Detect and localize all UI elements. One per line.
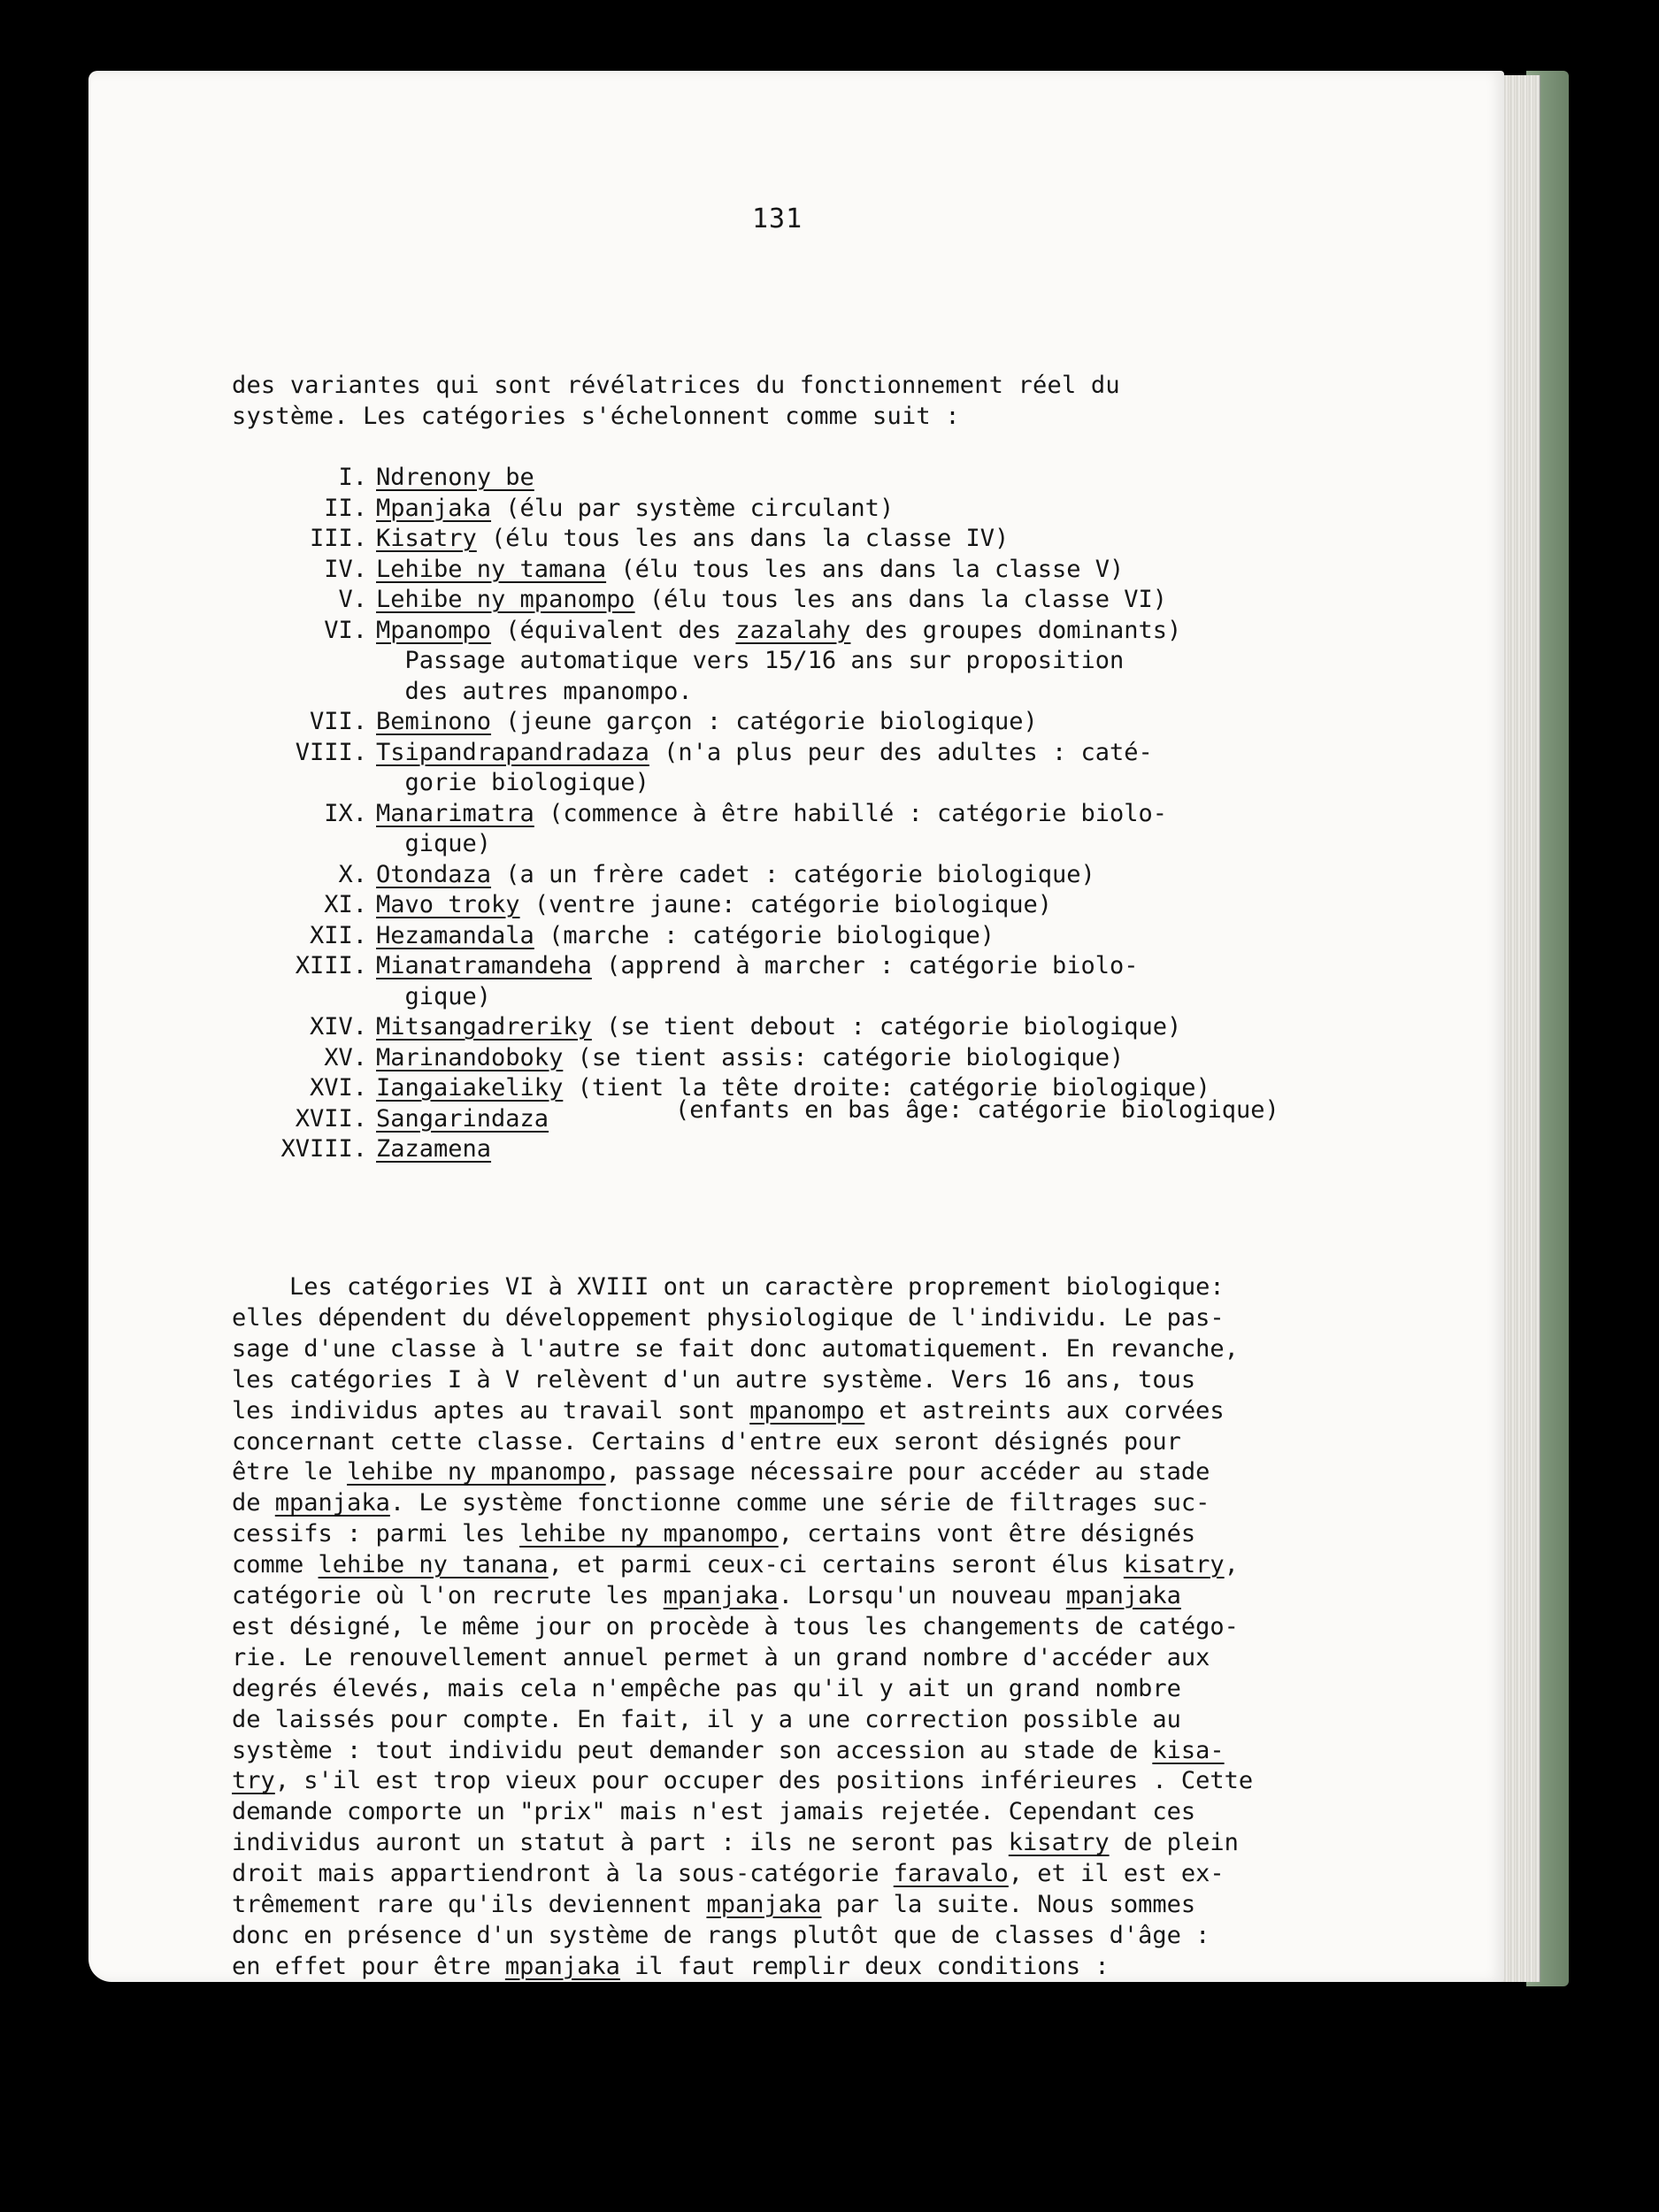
category-entry: [376, 493, 894, 524]
category-entry: [376, 584, 1167, 615]
category-numeral: I.: [338, 464, 367, 491]
paragraph-text: être le: [232, 1458, 348, 1486]
category-numeral: XVII.: [295, 1104, 367, 1133]
category-entry: [376, 828, 491, 859]
category-numeral: VII.: [309, 708, 367, 735]
category-entry: [376, 1042, 1124, 1073]
paragraph-line: [232, 1889, 1195, 1920]
paragraph-text: catégorie où l'on recrute les: [232, 1582, 664, 1609]
category-name: Mpanompo: [376, 616, 492, 644]
paragraph-text: concernant cette classe. Certains d'entre eux seront désignés pour: [232, 1427, 1181, 1455]
category-name: Mianatramandeha: [376, 952, 592, 979]
underlined-term: mpanjaka: [663, 1582, 779, 1609]
paragraph-text: en effet pour être: [232, 1952, 505, 1980]
underlined-term: try: [232, 1767, 275, 1795]
paragraph-line: [232, 1426, 1181, 1457]
paragraph-text: . Lorsqu'un nouveau: [778, 1582, 1066, 1609]
category-entry: [376, 798, 1167, 829]
category-description: (apprend à marcher : catégorie biolo-: [591, 952, 1139, 979]
grouped-category-description: (enfants en bas âge: catégorie biologique): [675, 1096, 1279, 1124]
category-description: gique): [376, 830, 492, 857]
paragraph-text: . Le système fonctionne comme une série de filtrages suc-: [389, 1489, 1210, 1517]
category-entry: [376, 981, 491, 1012]
underlined-term: lehibe ny mpanompo: [347, 1458, 606, 1486]
paragraph-text: Les catégories VI à XVIII ont un caractère proprement biologique:: [232, 1273, 1225, 1301]
paragraph-text: il faut remplir deux conditions :: [619, 1952, 1110, 1980]
category-name: Iangaiakeliky: [376, 1074, 564, 1102]
paragraph-line: [232, 1673, 1181, 1704]
category-name: Lehibe ny tamana: [376, 555, 607, 583]
category-numeral: XIV.: [309, 1013, 367, 1041]
category-description: (marche : catégorie biologique): [534, 921, 995, 949]
category-description: (commence à être habillé : catégorie biolo-: [534, 799, 1168, 827]
paragraph-text: par la suite. Nous sommes: [821, 1891, 1196, 1918]
category-description: (élu tous les ans dans la classe VI): [634, 586, 1168, 613]
underlined-term: mpanjaka: [274, 1489, 390, 1517]
category-entry: [376, 950, 1139, 981]
paragraph-line: [232, 1796, 1195, 1827]
category-name: Sangarindaza: [376, 1104, 549, 1133]
category-entry: [376, 615, 1181, 646]
paragraph-text: de: [232, 1489, 275, 1517]
category-name: Mavo troky: [376, 891, 520, 918]
underlined-term: faravalo: [893, 1860, 1009, 1888]
category-description: (se tient debout : catégorie biologique): [591, 1013, 1182, 1041]
paragraph-line: [232, 1735, 1225, 1766]
paragraph-text: de laissés pour compte. En fait, il y a une correction possible au: [232, 1705, 1181, 1733]
category-numeral: III.: [309, 525, 367, 552]
category-entry: [376, 889, 1052, 920]
category-description: des groupes dominants): [850, 616, 1182, 644]
paragraph-text: et astreints aux corvées: [864, 1396, 1225, 1425]
paragraph-line: [232, 1642, 1210, 1673]
page-number: 131: [752, 204, 803, 234]
category-numeral: V.: [338, 586, 367, 613]
category-entry: [376, 767, 649, 798]
category-entry: [376, 1011, 1181, 1042]
category-name: Kisatry: [376, 525, 477, 552]
underlined-term: mpanjaka: [1065, 1582, 1181, 1609]
category-numeral: XV.: [324, 1043, 367, 1071]
underlined-term: kisatry: [1008, 1829, 1110, 1857]
category-description: gique): [376, 982, 492, 1010]
intro-line: des variantes qui sont révélatrices du fonctionnement réel du: [232, 372, 1120, 399]
paragraph-text: elles dépendent du développement physiologique de l'individu. Le pas-: [232, 1303, 1225, 1332]
category-numeral: IV.: [324, 555, 367, 583]
category-name: Ndrenony be: [376, 464, 534, 491]
paragraph-text: de plein: [1109, 1829, 1239, 1857]
category-numeral: X.: [338, 860, 367, 888]
category-description: (a un frère cadet : catégorie biologique): [491, 860, 1095, 888]
paragraph-text: rie. Le renouvellement annuel permet à un grand nombre d'accéder aux: [232, 1643, 1210, 1671]
paragraph-text: trêmement rare qu'ils deviennent: [232, 1891, 707, 1918]
paragraph-line: [232, 1580, 1181, 1611]
category-numeral: XVIII.: [280, 1135, 367, 1163]
paragraph-line: [232, 1271, 1225, 1302]
paragraph-line: [232, 1765, 1253, 1796]
category-description: (élu par système circulant): [491, 494, 895, 522]
underlined-term: mpanompo: [749, 1396, 865, 1425]
paragraph-line: [232, 1951, 1110, 1982]
category-term: zazalahy: [735, 616, 851, 644]
category-description: (ventre jaune: catégorie biologique): [519, 891, 1053, 918]
category-entry: [376, 859, 1095, 890]
category-entry: [376, 1103, 549, 1134]
category-entry: [376, 676, 693, 707]
category-name: Manarimatra: [376, 799, 534, 827]
category-name: Marinandoboky: [376, 1043, 564, 1071]
underlined-term: lehibe ny mpanompo: [519, 1520, 779, 1548]
paragraph-text: degrés élevés, mais cela n'empêche pas qu'il y ait un grand nombre: [232, 1674, 1181, 1702]
paragraph-line: [232, 1611, 1239, 1642]
paragraph-line: [232, 1518, 1195, 1549]
category-numeral: XVI.: [309, 1074, 367, 1102]
paragraph-text: droit mais appartiendront à la sous-catégorie: [232, 1860, 894, 1888]
paragraph-text: demande comporte un "prix" mais n'est jamais rejetée. Cependant ces: [232, 1798, 1196, 1826]
category-name: Hezamandala: [376, 921, 534, 949]
paragraph-line: [232, 1364, 1195, 1395]
category-entry: [376, 645, 1124, 676]
paragraph-line: [232, 1920, 1210, 1951]
paragraph-text: , s'il est trop vieux pour occuper des positions inférieures . Cette: [274, 1767, 1254, 1795]
paragraph-text: , certains vont être désignés: [778, 1520, 1196, 1548]
underlined-term: kisatry: [1123, 1551, 1225, 1579]
category-description: des autres mpanompo.: [376, 677, 693, 705]
paragraph-text: individus auront un statut à part : ils ne seront pas: [232, 1829, 1009, 1857]
paragraph-text: , et parmi ceux-ci certains seront élus: [548, 1551, 1124, 1579]
paragraph-line: [232, 1704, 1181, 1735]
category-description: (tient la tête droite: catégorie biologique): [563, 1074, 1210, 1102]
paragraph-line: [232, 1487, 1210, 1518]
category-numeral: XI.: [324, 891, 367, 918]
paragraph-text: les catégories I à V relèvent d'un autre système. Vers 16 ans, tous: [232, 1365, 1196, 1394]
category-numeral: VI.: [324, 616, 367, 644]
paragraph-line: [232, 1395, 1225, 1426]
paragraph-text: ,: [1224, 1551, 1239, 1579]
category-entry: [376, 706, 1038, 737]
category-description: (équivalent des: [491, 616, 736, 644]
underlined-term: lehibe ny tanana: [318, 1551, 549, 1579]
category-name: Lehibe ny mpanompo: [376, 586, 635, 613]
paragraph-line: [232, 1858, 1225, 1889]
paragraph-line: [232, 1456, 1210, 1487]
category-name: Otondaza: [376, 860, 492, 888]
category-numeral: VIII.: [295, 738, 367, 766]
paragraph-text: comme: [232, 1551, 319, 1579]
category-description: (jeune garçon : catégorie biologique): [491, 708, 1038, 735]
category-entry: [376, 920, 995, 951]
paragraph-text: cessifs : parmi les: [232, 1520, 520, 1548]
category-numeral: II.: [324, 494, 367, 522]
category-description: (n'a plus peur des adultes : caté-: [649, 738, 1153, 766]
paragraph-line: [232, 1549, 1239, 1580]
category-name: Mitsangadreriky: [376, 1013, 592, 1041]
paragraph-line: [232, 1302, 1225, 1333]
paragraph-text: , et il est ex-: [1008, 1860, 1225, 1888]
paragraph-text: système : tout individu peut demander son accession au stade de: [232, 1736, 1153, 1764]
category-description: (élu tous les ans dans la classe IV): [476, 525, 1010, 552]
underlined-term: mpanjaka: [706, 1891, 822, 1918]
category-description: (se tient assis: catégorie biologique): [563, 1043, 1125, 1071]
category-entry: [376, 523, 1009, 554]
category-entry: [376, 554, 1124, 585]
paragraph-text: sage d'une classe à l'autre se fait donc automatiquement. En revanche,: [232, 1334, 1239, 1363]
paragraph-text: , passage nécessaire pour accéder au stade: [605, 1458, 1210, 1486]
intro-line: système. Les catégories s'échelonnent comme suit :: [232, 403, 960, 430]
paragraph-text: est désigné, le même jour on procède à tous les changements de catégo-: [232, 1612, 1239, 1640]
category-entry: [376, 1133, 491, 1164]
category-name: Zazamena: [376, 1135, 492, 1163]
category-name: Mpanjaka: [376, 494, 492, 522]
document-page: [88, 71, 1504, 1982]
underlined-term: kisa-: [1152, 1736, 1225, 1764]
category-name: Beminono: [376, 708, 492, 735]
underlined-term: mpanjaka: [504, 1952, 620, 1980]
category-name: Tsipandrapandradaza: [376, 738, 649, 766]
paragraph-line: [232, 1827, 1239, 1858]
category-entry: [376, 737, 1153, 768]
category-description: Passage automatique vers 15/16 ans sur proposition: [376, 647, 1125, 674]
category-entry: [376, 462, 534, 493]
paragraph-text: les individus aptes au travail sont: [232, 1396, 750, 1425]
category-description: (élu tous les ans dans la classe V): [606, 555, 1125, 583]
category-numeral: XIII.: [295, 952, 367, 979]
category-numeral: XII.: [309, 921, 367, 949]
category-description: gorie biologique): [376, 769, 649, 796]
paragraph-line: [232, 1333, 1239, 1364]
category-numeral: IX.: [324, 799, 367, 827]
paragraph-text: donc en présence d'un système de rangs plutôt que de classes d'âge :: [232, 1921, 1210, 1949]
